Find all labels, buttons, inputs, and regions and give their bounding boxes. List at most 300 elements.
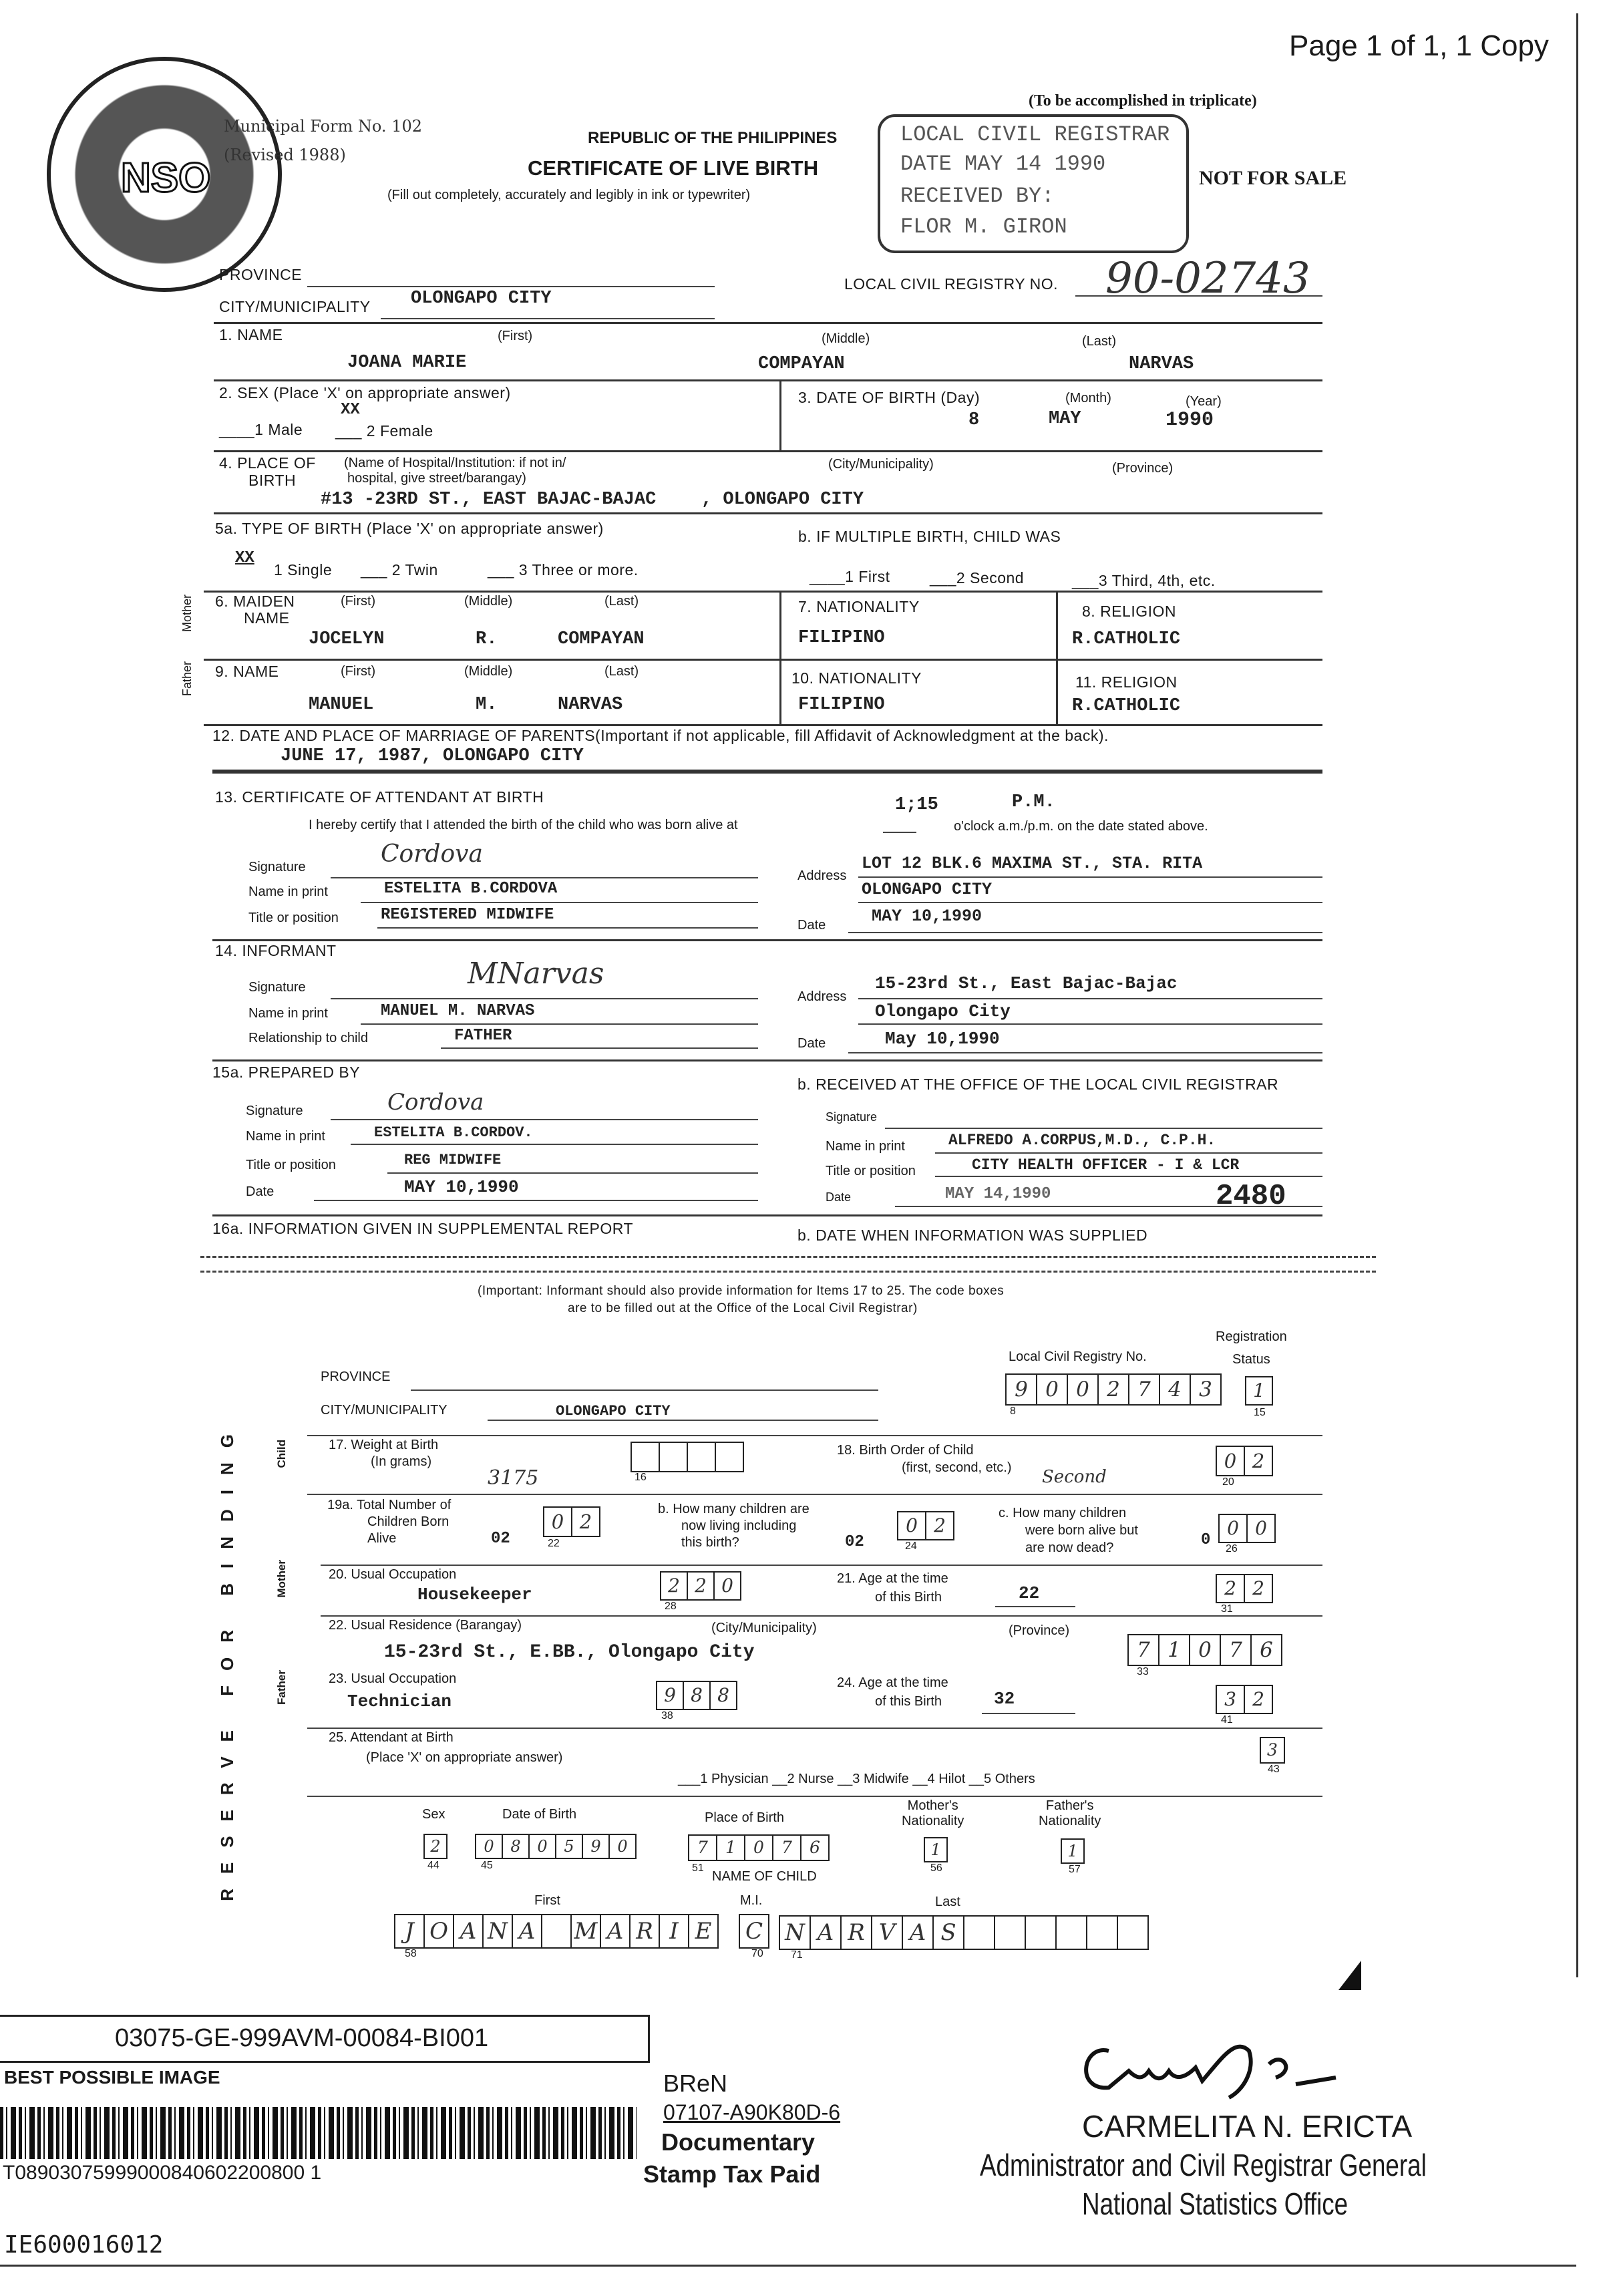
- code-number: 15: [1254, 1407, 1266, 1418]
- title-line: [935, 1176, 1322, 1177]
- code-box: A: [512, 1914, 542, 1949]
- important-note: (Important: Informant should also provide information for Items 17 to 25. The code boxes: [478, 1284, 1005, 1298]
- father-religion: R.CATHOLIC: [1072, 696, 1181, 716]
- date-label: Date: [797, 1036, 826, 1051]
- dob-label: 3. DATE OF BIRTH (Day): [798, 389, 980, 406]
- code-box: 6: [800, 1834, 830, 1861]
- three-option: ___ 3 Three or more.: [488, 561, 639, 579]
- divider: [214, 450, 1322, 452]
- father-side-label: Father: [275, 1670, 288, 1705]
- mother-occupation-value: Housekeeper: [417, 1585, 532, 1605]
- registrar-general-signature: [1069, 2031, 1443, 2104]
- code-box: 8: [709, 1681, 737, 1710]
- code-box: 2: [1097, 1373, 1129, 1406]
- divider: [212, 939, 1322, 941]
- child-mi-code-label: M.I.: [740, 1893, 763, 1908]
- code-number: 44: [427, 1860, 439, 1871]
- code-number: 31: [1221, 1603, 1233, 1615]
- stamp-line: RECEIVED BY:: [900, 184, 1055, 208]
- mother-side-label: Mother: [180, 595, 194, 633]
- registrar-number: 2480: [1216, 1180, 1286, 1213]
- registrar-received-stamp: [878, 114, 1189, 253]
- date-line: [314, 1200, 758, 1201]
- multiple-birth-label: b. IF MULTIPLE BIRTH, CHILD WAS: [798, 528, 1061, 545]
- twin-label: 2 Twin: [391, 561, 438, 579]
- relationship-line: [441, 1047, 758, 1049]
- child-last-code-label: Last: [935, 1895, 960, 1909]
- children-living-label2: now living including: [681, 1518, 797, 1533]
- female-label: 2 Female: [366, 422, 433, 440]
- code-box: 0: [608, 1834, 637, 1859]
- code-box: A: [600, 1914, 631, 1949]
- code-number: 28: [665, 1601, 677, 1612]
- received-label: b. RECEIVED AT THE OFFICE OF THE LOCAL CIVIL REGISTRAR: [797, 1076, 1279, 1093]
- code-number: 70: [751, 1948, 763, 1959]
- name-line: [935, 1152, 1322, 1154]
- month-label: (Month): [1065, 391, 1111, 405]
- birth-order-hint: (first, second, etc.): [902, 1460, 1012, 1475]
- code-box: 2: [925, 1511, 954, 1540]
- label-line: Mother's: [907, 1798, 958, 1813]
- father-nationality-label: 10. NATIONALITY: [791, 669, 922, 687]
- code-box: 0: [1189, 1634, 1221, 1666]
- code-box: 2: [1244, 1446, 1273, 1476]
- lower-province-label: PROVINCE: [321, 1369, 391, 1384]
- code-box: C: [739, 1914, 769, 1949]
- code-box: 8: [502, 1834, 530, 1859]
- first-label: (First): [498, 329, 533, 343]
- city-line: [488, 1420, 878, 1421]
- mother-occupation-label: 20. Usual Occupation: [329, 1567, 457, 1582]
- code-box: A: [902, 1915, 934, 1950]
- code-box: [1025, 1915, 1057, 1950]
- mother-age-label2: of this Birth: [875, 1590, 942, 1605]
- address-line: [858, 902, 1322, 903]
- birth-time: 1;15: [895, 795, 938, 815]
- registry-no-label: LOCAL CIVIL REGISTRY NO.: [844, 275, 1059, 293]
- stamp-date: DATE MAY 14 1990: [900, 152, 1106, 176]
- code-box: 1: [1061, 1838, 1085, 1864]
- corner-triangle-icon: [1338, 1961, 1361, 1990]
- first-option: ____1 First: [810, 568, 890, 585]
- divider: [212, 1214, 1322, 1216]
- label-line: Nationality: [902, 1814, 964, 1828]
- father-age-label2: of this Birth: [875, 1694, 942, 1709]
- birth-order-code-boxes: [1217, 1446, 1273, 1476]
- stamp-tax-paid-label: Stamp Tax Paid: [643, 2160, 821, 2188]
- code-box: [1117, 1915, 1149, 1950]
- children-born-label: 19a. Total Number of: [327, 1498, 452, 1512]
- code-number: 24: [905, 1540, 917, 1552]
- code-number: 26: [1226, 1543, 1238, 1554]
- signature-line: [331, 877, 758, 878]
- signature-label: Signature: [248, 980, 306, 995]
- mother-side-label: Mother: [275, 1560, 288, 1598]
- relationship-label: Relationship to child: [248, 1031, 368, 1045]
- mother-occupation-code-boxes: [661, 1571, 741, 1601]
- signatory-title: Administrator and Civil Registrar General: [980, 2148, 1427, 2182]
- name-line: [351, 1144, 758, 1145]
- code-box: 2: [660, 1571, 688, 1601]
- mother-nationality: FILIPINO: [798, 628, 885, 648]
- father-occupation-value: Technician: [347, 1691, 452, 1711]
- code-box: 4: [1159, 1373, 1191, 1406]
- attendant-label: 25. Attendant at Birth: [329, 1730, 454, 1745]
- father-nationality: FILIPINO: [798, 695, 885, 715]
- right-border: [1576, 13, 1578, 1977]
- children-born-label3: Alive: [367, 1531, 397, 1546]
- province-line: [307, 286, 715, 287]
- date-label: Date: [246, 1184, 275, 1199]
- nso-seal-icon: [47, 57, 282, 292]
- status-label2: Status: [1232, 1352, 1270, 1367]
- province-label: PROVINCE: [219, 266, 303, 283]
- code-box: R: [629, 1914, 660, 1949]
- father-nationality-code-label: [1039, 1798, 1101, 1829]
- divider: [307, 1494, 1322, 1495]
- document-title: CERTIFICATE OF LIVE BIRTH: [528, 156, 819, 180]
- code-box: 0: [744, 1834, 773, 1861]
- registry-line: [1075, 295, 1322, 297]
- child-side-label: Child: [275, 1440, 288, 1468]
- residence-province-label: (Province): [1009, 1623, 1070, 1638]
- title-label: Title or position: [826, 1164, 916, 1178]
- code-box: N: [779, 1915, 811, 1950]
- last-label: (Last): [604, 664, 639, 679]
- stamp-name: FLOR M. GIRON: [900, 214, 1067, 239]
- third-option: ___3 Third, 4th, etc.: [1072, 572, 1216, 589]
- preparer-title: REG MIDWIFE: [404, 1152, 502, 1168]
- divider: [214, 379, 1322, 381]
- child-first-code-label: First: [534, 1893, 560, 1908]
- children-dead-label2: were born alive but: [1025, 1523, 1138, 1538]
- informant-address2: Olongapo City: [875, 1001, 1011, 1021]
- code-box: E: [688, 1914, 719, 1949]
- serial-number: IE600016012: [4, 2231, 164, 2259]
- title-line: [387, 1172, 758, 1174]
- signature-line: [331, 1119, 758, 1120]
- registry-no-value: 90-02743: [1105, 254, 1310, 303]
- dob-month: MAY: [1049, 409, 1081, 429]
- column-divider: [779, 591, 781, 724]
- divider: [204, 724, 1322, 726]
- signatory-name: CARMELITA N. ERICTA: [1082, 2109, 1413, 2144]
- middle-label: (Middle): [464, 594, 513, 609]
- third-option-label: 3 Third, 4th, etc.: [1098, 572, 1216, 589]
- code-number: 8: [1010, 1406, 1016, 1417]
- fill-instructions: (Fill out completely, accurately and legibly in ink or typewriter): [387, 188, 751, 202]
- name-label: Name in print: [248, 884, 328, 899]
- name-label: Name in print: [826, 1139, 905, 1154]
- code-box: [963, 1915, 995, 1950]
- registry-code-boxes: [1007, 1373, 1222, 1406]
- code-box: M: [570, 1914, 601, 1949]
- code-box: 0: [1218, 1514, 1248, 1543]
- father-occupation-label: 23. Usual Occupation: [329, 1671, 457, 1686]
- page-info: Page 1 of 1, 1 Copy: [1289, 29, 1549, 62]
- mother-last-name: COMPAYAN: [558, 629, 645, 649]
- birth-ampm: P.M.: [1012, 792, 1055, 812]
- code-box: 0: [897, 1511, 926, 1540]
- informant-name: MANUEL M. NARVAS: [381, 1002, 535, 1020]
- last-label: (Last): [1082, 334, 1117, 349]
- date-label: Date: [826, 1190, 852, 1204]
- place-of-birth-label2: BIRTH: [248, 472, 297, 489]
- lower-city-label: CITY/MUNICIPALITY: [321, 1403, 448, 1418]
- code-box: [659, 1442, 688, 1472]
- father-occupation-code-boxes: [657, 1681, 737, 1710]
- bren-code: 07107-A90K80D-6: [663, 2100, 841, 2124]
- stamp-line: LOCAL CIVIL REGISTRAR: [900, 122, 1170, 147]
- father-age-code-boxes: [1217, 1685, 1273, 1714]
- weight-code-boxes: [632, 1442, 744, 1472]
- code-box: 3: [1190, 1373, 1222, 1406]
- code-box: 2: [423, 1834, 448, 1859]
- place-hint: (Name of Hospital/Institution: if not in/: [344, 456, 566, 470]
- mother-middle-name: R.: [476, 629, 498, 649]
- code-number: 51: [692, 1862, 704, 1874]
- maiden-name-label: 6. MAIDEN: [215, 593, 295, 610]
- address-label: Address: [797, 868, 847, 883]
- code-box: 2: [1216, 1574, 1245, 1603]
- code-number: 22: [548, 1538, 560, 1549]
- children-born-code-boxes: [544, 1506, 600, 1537]
- title-label: Title or position: [248, 911, 339, 925]
- place-hint2: hospital, give street/barangay): [347, 471, 526, 486]
- children-dead-code-boxes: [1220, 1514, 1276, 1543]
- place-city-label: (City/Municipality): [828, 457, 934, 472]
- signature-line: [885, 1128, 1322, 1129]
- signatory-office: National Statistics Office: [1082, 2186, 1349, 2221]
- code-box: [1086, 1915, 1118, 1950]
- column-divider: [1056, 591, 1058, 724]
- attendant-options: ___1 Physician __2 Nurse __3 Midwife __4 Hilot __5 Others: [678, 1772, 1035, 1786]
- not-for-sale: NOT FOR SALE: [1199, 167, 1347, 189]
- mother-nationality-code-box: [925, 1837, 948, 1862]
- attendant-date: MAY 10,1990: [872, 907, 982, 926]
- dob-year: 1990: [1166, 409, 1214, 432]
- children-dead-label3: are now dead?: [1025, 1540, 1114, 1555]
- name-label: 1. NAME: [219, 326, 283, 343]
- province-line: [411, 1389, 878, 1391]
- city-label: CITY/MUNICIPALITY: [219, 298, 371, 315]
- attendant-title: REGISTERED MIDWIFE: [381, 906, 554, 924]
- father-name-label: 9. NAME: [215, 663, 279, 680]
- code-box: 0: [1036, 1373, 1068, 1406]
- signature-label: Signature: [826, 1110, 878, 1124]
- code-number: 58: [405, 1948, 417, 1959]
- lower-city-value: OLONGAPO CITY: [556, 1403, 671, 1420]
- child-middle-name: COMPAYAN: [758, 354, 845, 374]
- signature-stroke: [1086, 2047, 1336, 2098]
- code-box: I: [659, 1914, 689, 1949]
- document-code: 03075-GE-999AVM-00084-BI001: [115, 2024, 489, 2052]
- attendant-address1: LOT 12 BLK.6 MAXIMA ST., STA. RITA: [862, 854, 1203, 873]
- child-first-code-boxes: [395, 1914, 719, 1949]
- divider: [214, 512, 1322, 514]
- code-number: 56: [930, 1862, 942, 1874]
- child-last-code-boxes: [780, 1915, 1149, 1950]
- code-number: 41: [1221, 1714, 1233, 1726]
- code-box: 0: [713, 1571, 741, 1601]
- form-revised: (Revised 1988): [224, 146, 346, 164]
- code-box: 0: [1067, 1373, 1099, 1406]
- republic-heading: REPUBLIC OF THE PHILIPPINES: [588, 129, 838, 147]
- status-label: Registration: [1216, 1329, 1287, 1344]
- code-box: 2: [1244, 1685, 1273, 1714]
- middle-label: (Middle): [822, 331, 870, 346]
- code-box: 5: [555, 1834, 583, 1859]
- pob-code-boxes: [689, 1834, 830, 1861]
- informant-relationship: FATHER: [454, 1027, 512, 1045]
- marriage-value: JUNE 17, 1987, OLONGAPO CITY: [281, 746, 584, 766]
- reserve-for-binding-label: RESERVE FOR BINDING: [217, 1420, 237, 1901]
- code-box: R: [840, 1915, 872, 1950]
- code-box: O: [423, 1914, 454, 1949]
- code-number: 33: [1137, 1666, 1149, 1677]
- father-first-name: MANUEL: [309, 695, 374, 715]
- last-label: (Last): [604, 594, 639, 609]
- children-dead-label: c. How many children: [999, 1506, 1127, 1520]
- title-line: [377, 927, 758, 929]
- code-box: 8: [683, 1681, 711, 1710]
- age-line: [995, 1606, 1075, 1607]
- address-line: [858, 876, 1322, 878]
- father-religion-label: 11. RELIGION: [1075, 673, 1178, 691]
- code-box: [687, 1442, 716, 1472]
- mother-religion-label: 8. RELIGION: [1082, 603, 1176, 620]
- signature-label: Signature: [246, 1104, 303, 1118]
- father-last-name: NARVAS: [558, 695, 623, 715]
- status-code-box: [1246, 1376, 1273, 1406]
- first-label: (First): [341, 664, 376, 679]
- first-option-label: 1 First: [845, 568, 890, 585]
- father-age-label: 24. Age at the time: [837, 1675, 948, 1690]
- children-living-label3: this birth?: [681, 1535, 739, 1550]
- children-born-value: 02: [491, 1530, 510, 1548]
- second-option-label: 2 Second: [956, 569, 1025, 587]
- attendant-hint: (Place 'X' on appropriate answer): [366, 1750, 563, 1765]
- attendant-address2: OLONGAPO CITY: [862, 880, 993, 899]
- name-label: Name in print: [246, 1129, 325, 1144]
- code-box: 7: [1220, 1634, 1252, 1666]
- attendant-options-text: 1 Physician __2 Nurse __3 Midwife __4 Hilot __5 Others: [700, 1772, 1035, 1786]
- name-line: [361, 1023, 758, 1025]
- residence-value: 15-23rd St., E.BB., Olongapo City: [384, 1642, 755, 1663]
- sex-mark: XX: [341, 401, 360, 419]
- code-box: 0: [475, 1834, 503, 1859]
- code-box: J: [394, 1914, 425, 1949]
- code-box: 1: [924, 1837, 948, 1862]
- child-mi-code-box: [740, 1914, 769, 1949]
- date-supplied-label: b. DATE WHEN INFORMATION WAS SUPPLIED: [797, 1226, 1148, 1244]
- triplicate-note: (To be accomplished in triplicate): [1029, 92, 1257, 110]
- code-box: 2: [1244, 1574, 1273, 1603]
- code-box: 2: [687, 1571, 715, 1601]
- attendant-code-box: [1261, 1737, 1285, 1764]
- code-box: 1: [1245, 1376, 1273, 1406]
- code-box: 9: [656, 1681, 684, 1710]
- child-first-name: JOANA MARIE: [347, 353, 467, 373]
- code-box: 2: [571, 1506, 600, 1537]
- name-label: Name in print: [248, 1006, 328, 1021]
- seal-abbr: NSO: [121, 155, 211, 201]
- registrar-title: CITY HEALTH OFFICER - I & LCR: [972, 1156, 1240, 1174]
- sex-code-box: [425, 1834, 448, 1859]
- code-box: 3: [1260, 1737, 1285, 1764]
- type-of-birth-mark: XX: [235, 549, 254, 567]
- attendant-certificate-label: 13. CERTIFICATE OF ATTENDANT AT BIRTH: [215, 788, 544, 806]
- preparer-name: ESTELITA B.CORDOV.: [374, 1124, 533, 1141]
- birth-order-label: 18. Birth Order of Child: [837, 1443, 974, 1458]
- divider: [212, 1059, 1322, 1061]
- children-born-label2: Children Born: [367, 1514, 450, 1529]
- code-box: 9: [582, 1834, 610, 1859]
- mother-nationality-code-label: [902, 1798, 964, 1829]
- code-box: S: [932, 1915, 964, 1950]
- dob-code-boxes: [476, 1834, 637, 1859]
- code-box: [715, 1442, 744, 1472]
- code-number: 16: [635, 1472, 647, 1483]
- middle-label: (Middle): [464, 664, 513, 679]
- dob-code-label: Date of Birth: [502, 1807, 577, 1822]
- important-note2: are to be filled out at the Office of the Local Civil Registrar): [568, 1301, 918, 1315]
- attendant-name: ESTELITA B.CORDOVA: [384, 880, 558, 898]
- maiden-name-label2: NAME: [244, 609, 290, 627]
- code-box: [541, 1914, 572, 1949]
- first-label: (First): [341, 594, 376, 609]
- children-living-code-boxes: [898, 1511, 954, 1540]
- divider: [212, 770, 1322, 774]
- mother-first-name: JOCELYN: [309, 629, 385, 649]
- name-of-child-label: NAME OF CHILD: [712, 1869, 817, 1884]
- code-box: A: [453, 1914, 484, 1949]
- father-nationality-code-box: [1062, 1838, 1085, 1864]
- mother-religion: R.CATHOLIC: [1072, 629, 1181, 649]
- child-last-name: NARVAS: [1129, 354, 1194, 374]
- mother-age-label: 21. Age at the time: [837, 1571, 948, 1586]
- age-line: [982, 1713, 1075, 1714]
- divider: [214, 322, 1322, 324]
- address-line: [858, 1023, 1322, 1025]
- barcode-number: T08903075999000840602200800 1: [3, 2162, 322, 2184]
- father-middle-name: M.: [476, 695, 498, 715]
- attendant-signature: Cordova: [381, 840, 483, 868]
- code-number: 45: [481, 1860, 493, 1871]
- cut-line: [200, 1256, 1376, 1258]
- barcode-icon: [0, 2107, 637, 2159]
- code-box: 3: [1216, 1685, 1245, 1714]
- residence-city-label: (City/Municipality): [711, 1621, 817, 1635]
- date-line: [848, 1052, 1322, 1053]
- code-box: 7: [688, 1834, 717, 1861]
- preparer-date: MAY 10,1990: [404, 1177, 519, 1197]
- code-number: 57: [1069, 1864, 1081, 1875]
- single-option: 1 Single: [274, 561, 333, 579]
- code-number: 43: [1268, 1764, 1280, 1775]
- children-living-value: 02: [845, 1533, 864, 1551]
- sex-code-label: Sex: [422, 1807, 445, 1822]
- informant-date: May 10,1990: [885, 1029, 1000, 1049]
- code-box: [994, 1915, 1026, 1950]
- best-possible-image-label: BEST POSSIBLE IMAGE: [4, 2067, 220, 2088]
- children-living-label: b. How many children are: [658, 1502, 810, 1516]
- registrar-date: MAY 14,1990: [945, 1185, 1051, 1203]
- signature-label: Signature: [248, 860, 306, 874]
- code-box: 9: [1005, 1373, 1037, 1406]
- column-divider: [779, 381, 781, 451]
- label-line: Nationality: [1039, 1814, 1101, 1828]
